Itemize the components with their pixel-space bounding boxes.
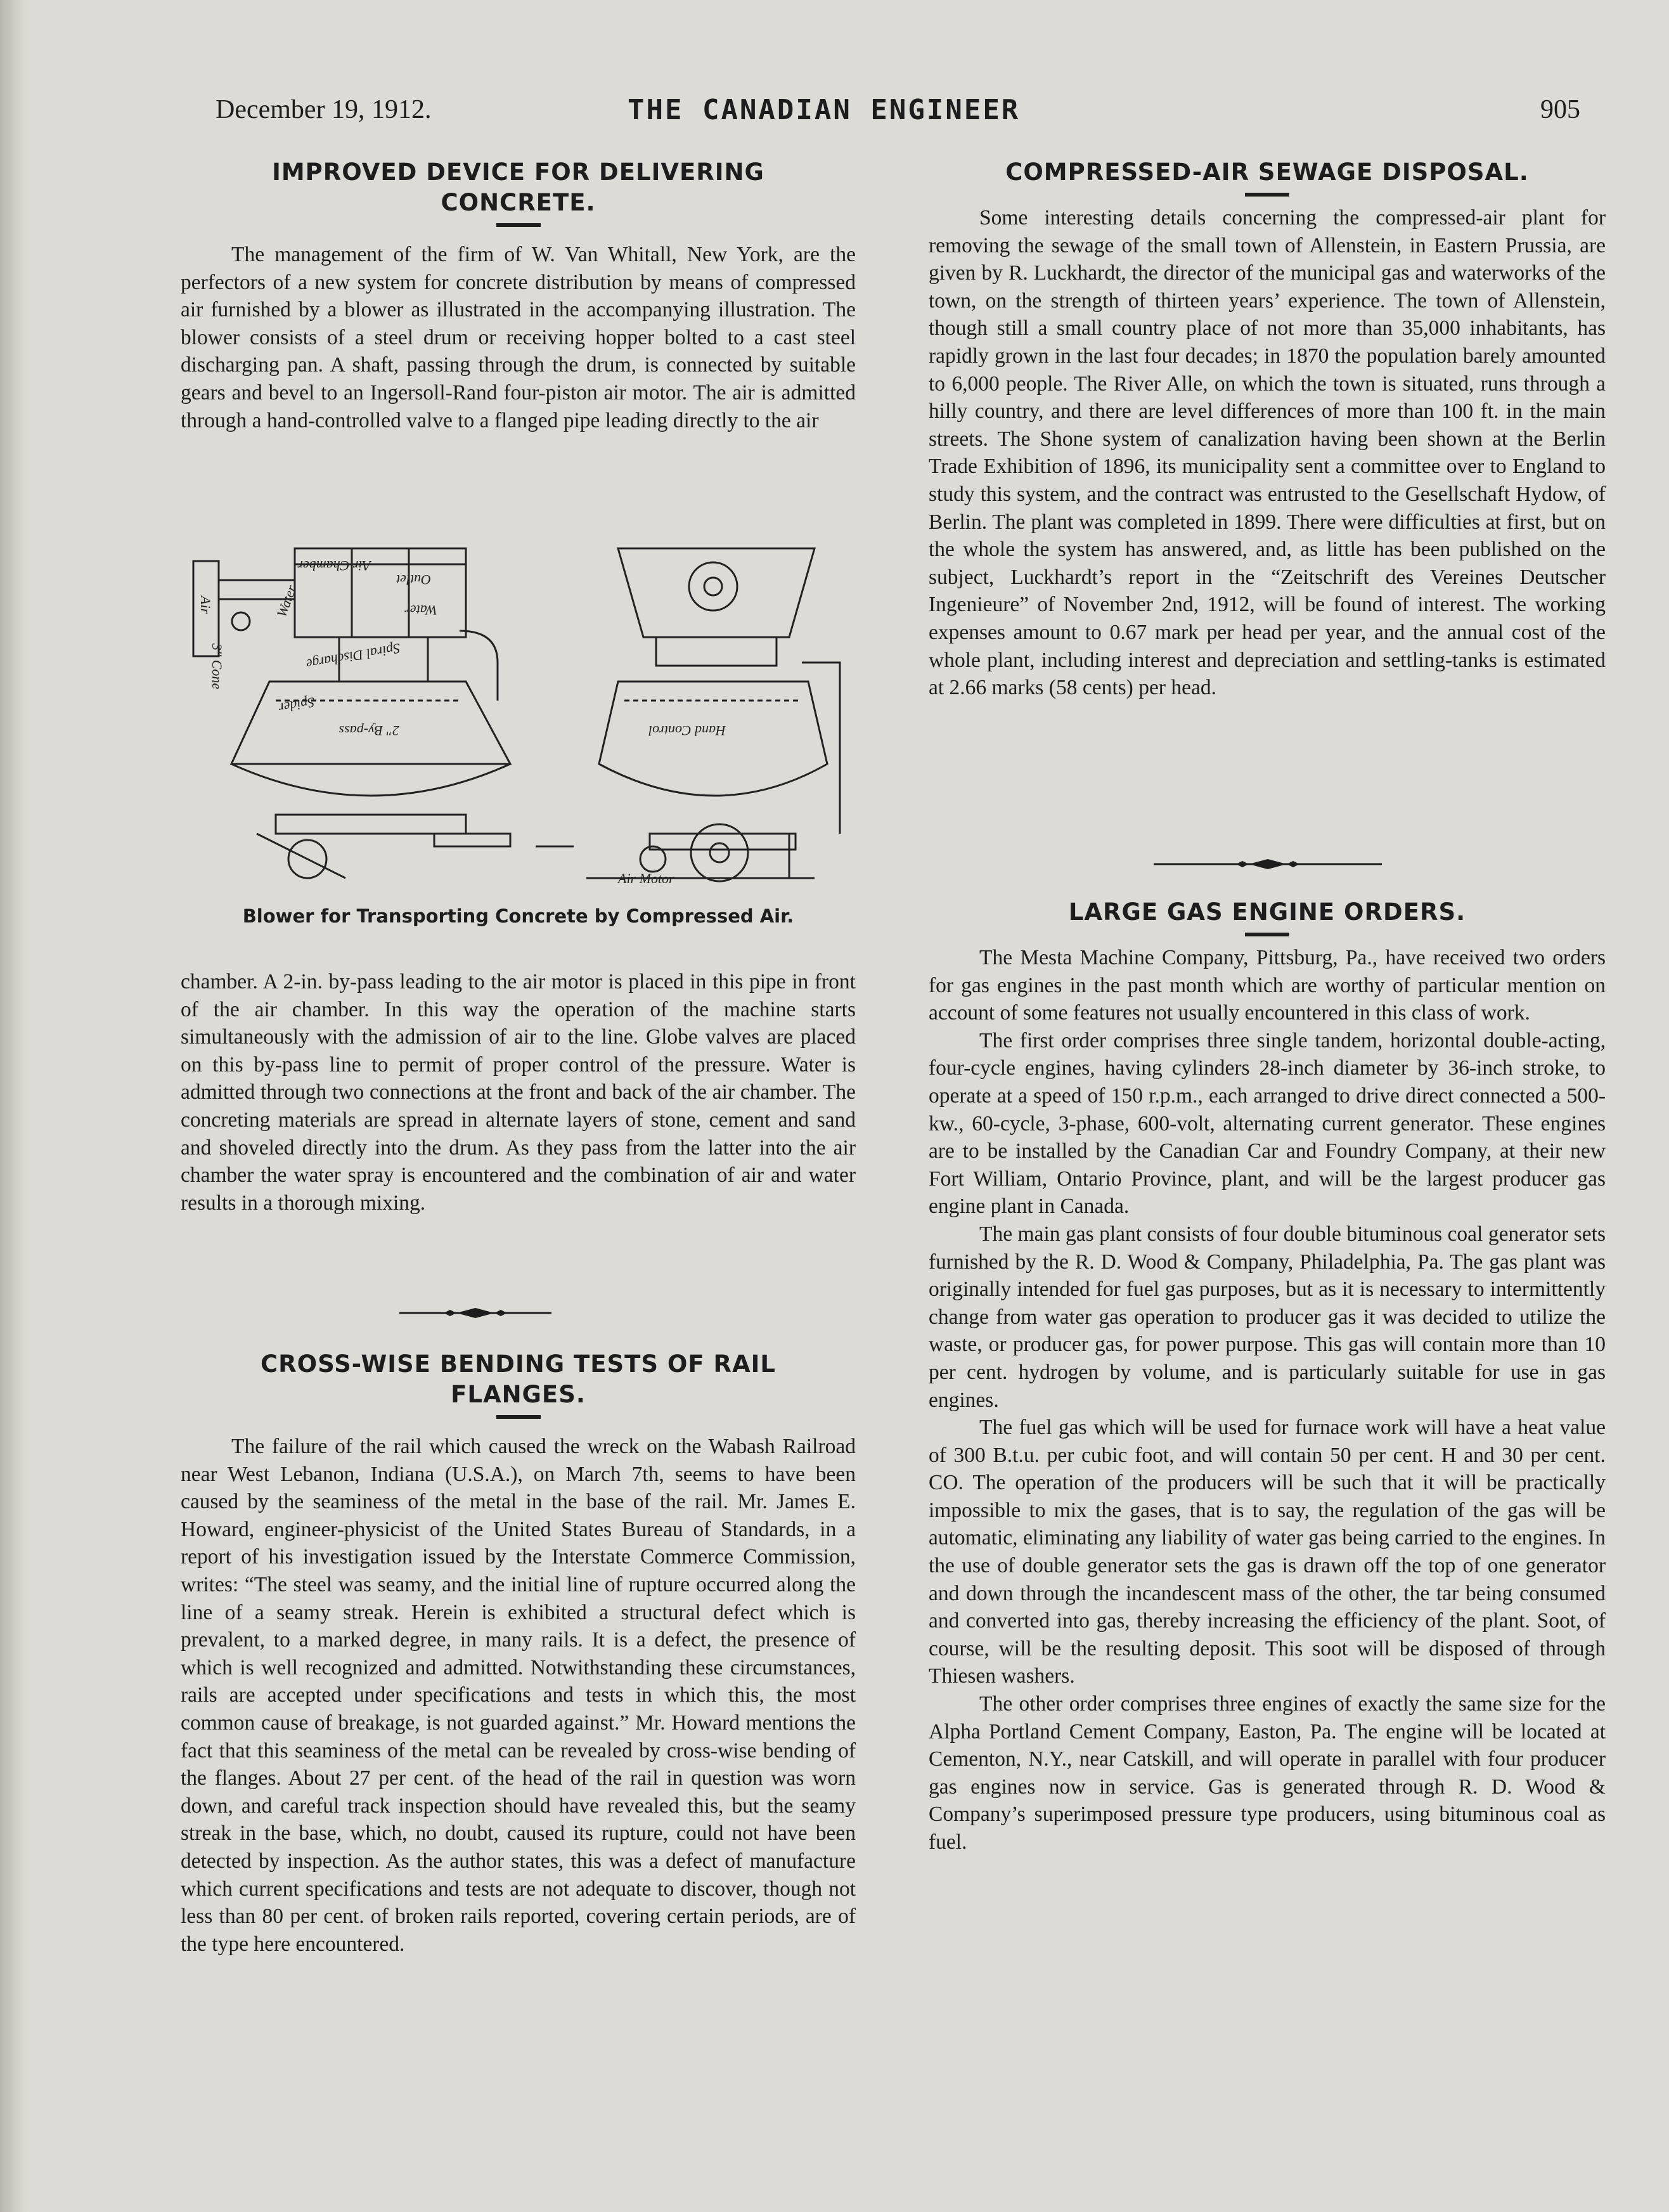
label-water-left: Water xyxy=(273,583,300,619)
article-sewage xyxy=(929,157,1606,702)
title-line: IMPROVED DEVICE FOR DELIVERING xyxy=(272,158,764,186)
title-rule xyxy=(1245,933,1289,936)
paragraph: The other order comprises three engines of exactly the same size for the Alpha Portland Cement Company, Easton, Pa. The engine will be located at Cementon, N.Y., near Catskill, and will operate in parallel with four producer gas engines now in service. Gas is generated through R. D. Wood & Company’s superimposed pressure type producers, using bituminous coal as fuel. xyxy=(929,1692,1606,1854)
title-rule xyxy=(496,1415,541,1419)
article-delivering-concrete xyxy=(181,157,856,434)
article-bending-tests xyxy=(181,1349,856,1958)
title-line: CROSS-WISE BENDING TESTS OF RAIL xyxy=(261,1350,776,1378)
blower-figure xyxy=(181,536,856,927)
page-spine-shadow xyxy=(0,0,28,2212)
label-spiral-discharge: Spiral Discharge xyxy=(305,640,402,673)
title-line: CONCRETE. xyxy=(441,189,596,216)
title-rule xyxy=(1245,193,1289,197)
article-gas-engines xyxy=(929,897,1606,1856)
label-outlet: Outlet xyxy=(396,572,431,588)
title-rule xyxy=(496,223,541,227)
paragraph: The fuel gas which will be used for furnace work will have a heat value of 300 B.t.u. per cubic foot, and will contain 50 per cent. H and 30 per cent. CO. The operation of the producers will be such that it will be practically impossible to mix the gases, that is to say, the regulation of the gas will be automatic, eliminating any liability of water gas being carried to the engines. In the use of double generator sets the gas is drawn off the top of one generator and down through the incandescent mass of the other, the tar being consumed and converted into gas, thereby increasing the efficiency of the plant. Soot, of course, will be the resulting deposit. This soot will be disposed of through Thiesen washers. xyxy=(929,1416,1606,1688)
label-spider: Spider xyxy=(277,694,316,716)
article-title xyxy=(181,1349,856,1410)
article-title: LARGE GAS ENGINE ORDERS. xyxy=(1068,898,1466,926)
section-ornament xyxy=(399,1306,551,1320)
article-title xyxy=(181,157,856,218)
side-elevation xyxy=(193,548,574,878)
figure-caption: Blower for Transporting Concrete by Compressed Air. xyxy=(242,905,794,927)
paragraph: The main gas plant consists of four double bituminous coal generator sets furnished by the R. D. Wood & Company, Philadelphia, Pa. The gas plant was originally intended for fuel gas purposes, but as it is necessary to intermittently change from water gas operation to producer gas it was decided to utilize the waste, or producer gas, for power purpose. This gas will contain more than 10 per cent. hydrogen by volume, and is particularly suitable for use in gas engines. xyxy=(929,1222,1606,1412)
label-cone: 3" Cone xyxy=(209,644,225,690)
paragraph: The failure of the rail which caused the wreck on the Wabash Railroad near West Lebanon, Indiana (U.S.A.), on March 7th, seems to have been caused by the seaminess of the metal in the base of the rail. Mr. James E. Howard, engineer-physicist of the United States Bureau of Standards, in a report of his investigation issued by the Interstate Commerce Commission, writes: “The steel was seamy, and the initial line of rupture occurred along the line of a seamy streak. Herein is exhibited a structural defect which is prevalent, to a marked degree, in many rails. It is a defect, the presence of which is well recognized and admitted. Notwithstanding these circumstances, rails are accepted under specifications and tests in which this, the most common cause of breakage, is not guarded against.” Mr. Howard mentions the fact that this seaminess of the metal can be revealed by cross-wise bending of the flanges. About 27 per cent. of the head of the rail in question was worn down, and careful track inspection should have revealed this, but the seamy streak in the base, which, no doubt, caused its rupture, could not have been detected by inspection. As the author states, this was a defect of manufacture which current specifications and tests are not adequate to discover, though not less than 80 per cent. of broken rails reported, covering certain periods, are of the type here encountered. xyxy=(181,1435,856,1956)
paragraph: The management of the firm of W. Van Whitall, New York, are the perfectors of a new system for concrete distribution by means of compressed air furnished by a blower as illustrated in the accompanying illustration. The blower consists of a steel drum or receiving hopper bolted to a cast steel discharging pan. A shaft, passing through the drum, is connected by suitable gears and bevel to an Ingersoll-Rand four-piston air motor. The air is admitted through a hand-controlled valve to a flanged pipe leading directly to the air xyxy=(181,243,856,432)
label-hand-control: Hand Control xyxy=(648,723,726,739)
label-bypass: 2" By-pass xyxy=(338,723,399,739)
page-number: 905 xyxy=(1540,95,1580,124)
title-line: FLANGES. xyxy=(451,1381,586,1408)
journal-title: THE CANADIAN ENGINEER xyxy=(628,94,1021,126)
section-ornament xyxy=(1154,857,1382,871)
article-title: COMPRESSED-AIR SEWAGE DISPOSAL. xyxy=(1005,158,1529,186)
paragraph: The first order comprises three single tandem, horizontal double-acting, four-cycle engines, having cylinders 28-inch diameter by 36-inch stroke, to operate at a speed of 150 r.p.m., each arranged to drive direct connected a 500-kw., 60-cycle, 3-phase, 600-volt, alternating current generator. These engines are to be installed by the Canadian Car and Foundry Company, at their new Fort William, Ontario Province, plant, and will be the largest producer gas engine plant in Canada. xyxy=(929,1028,1606,1219)
label-water-right: Water xyxy=(404,602,437,618)
blower-illustration xyxy=(181,536,856,894)
paragraph: chamber. A 2-in. by-pass leading to the air motor is placed in this pipe in front of the air chamber. In this way the operation of the machine starts simultaneously with the admission of air to the line. Globe valves are placed on this by-pass line to permit of proper control of the pressure. Water is admitted through two connections at the front and back of the air chamber. The concreting materials are spread in alternate layers of stone, cement and sand and shoveled directly into the drum. As they pass from the latter into the air chamber the water spray is encountered and the combination of air and water results in a thorough mixing. xyxy=(181,970,856,1215)
issue-date: December 19, 1912. xyxy=(216,95,432,124)
label-air-chamber: Air Chamber xyxy=(297,558,371,574)
article-delivering-concrete-cont xyxy=(181,968,856,1217)
paragraph: Some interesting details concerning the compressed-air plant for removing the sewage of the small town of Allenstein, in Eastern Prussia, are given by R. Luckhardt, the director of the municipal gas and waterworks of the town, on the strength of thirteen years’ experience. The town of Allenstein, though still a small country place of not more than 35,000 inhabitants, has rapidly grown in the last four decades; in 1870 the population barely amounted to 6,000 people. The River Alle, on which the town is situated, runs through a hilly country, and there are level differences of more than 100 ft. in the main streets. The Shone system of canalization having been shown at the Berlin Trade Exhibition of 1896, its municipality sent a committee over to England to study this system, and the contract was entrusted to the Gesellschaft Hydow, of Berlin. The plant was completed in 1899. There were difficulties at first, but on the whole the system has answered, and, as little has been published on the subject, Luckhardt’s report in the “Zeitschrift des Vereines Deutscher Ingenieure” of November 2nd, 1912, will be found of interest. The working expenses amount to 0.67 mark per head per year, and the annual cost of the whole plant, including interest and depreciation and settling-tanks is estimated at 2.66 marks (58 cents) per head. xyxy=(929,206,1606,700)
front-elevation xyxy=(586,548,840,881)
label-air: Air xyxy=(198,596,214,614)
label-air-motor: Air Motor xyxy=(618,870,674,886)
paragraph: The Mesta Machine Company, Pittsburg, Pa., have received two orders for gas engines in the past month which are worthy of particular mention on account of some features not usually encountered in this class of work. xyxy=(929,946,1606,1025)
